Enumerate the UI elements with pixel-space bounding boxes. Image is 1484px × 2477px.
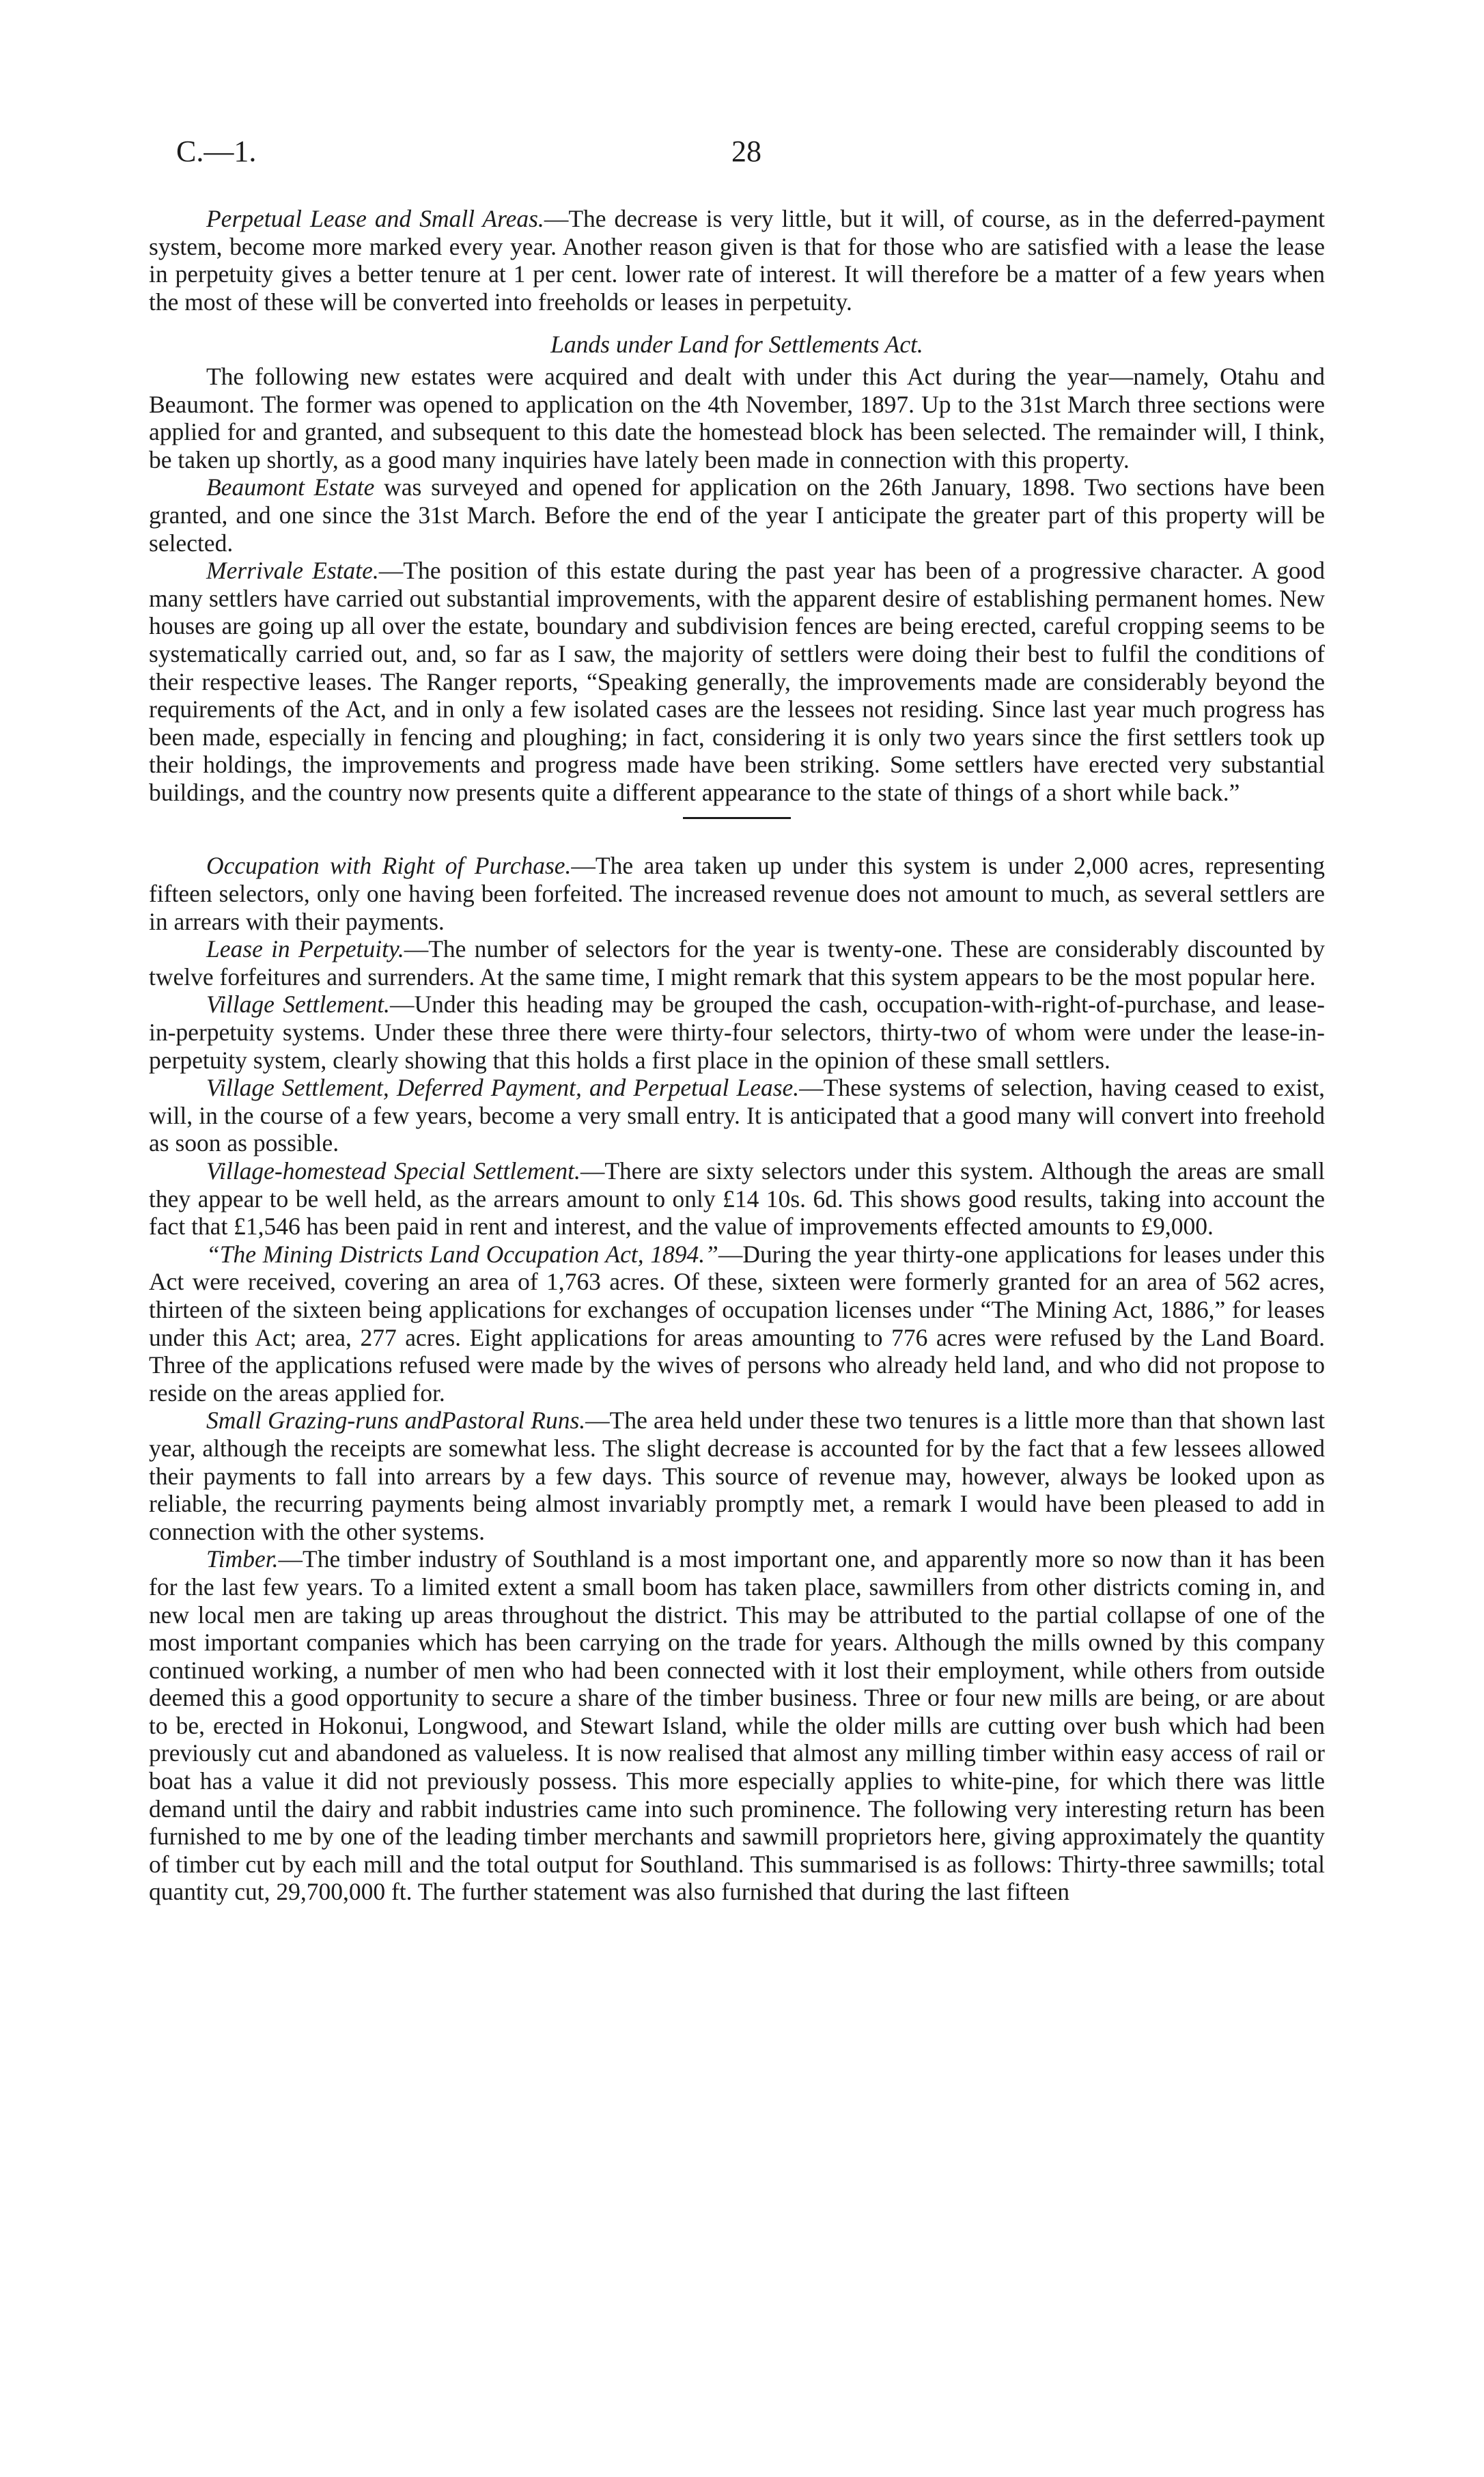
document-body: [149, 205, 1325, 1906]
paragraph-lead: Village Settlement, Deferred Payment, and Perpetual Lease.: [206, 1074, 800, 1102]
paragraph-village-settlement: [149, 991, 1325, 1074]
paragraph-text: —The timber industry of Southland is a most important one, and apparently more so now than it has been for the last few years. To a limited extent a small boom has taken place, sawmillers from other districts coming in, and new local men are taking up areas throughout the district. This may be attributed to the partial collapse of one of the most important companies which has been carrying on the trade for years. Although the mills owned by this company continued working, a number of men who had been connected with it lost their employment, while others from outside deemed this a good opportunity to secure a share of the timber business. Three or four new mills are being, or are about to be, erected in Hokonui, Longwood, and Stewart Island, while the older mills are cutting over bush which had been previously cut and abandoned as valueless. It is now realised that almost any milling timber within easy access of rail or boat has a value it did not previously possess. This more especially applies to white-pine, for which there was little demand until the dairy and rabbit industries came into such prominence. The following very interesting return has been furnished to me by one of the leading timber merchants and sawmill proprietors here, giving approximately the quantity of timber cut by each mill and the total output for Southland. This summarised is as follows: Thirty-three sawmills; total quantity cut, 29,700,000 ft. The further statement was also furnished that during the last fifteen: [149, 1545, 1325, 1906]
paragraph-lead: Occupation with Right of Purchase.: [206, 852, 572, 880]
paragraph-lead: Merrivale Estate.: [206, 557, 379, 585]
paragraph-lead: Lease in Perpetuity.: [206, 935, 404, 963]
paragraph-timber: [149, 1545, 1325, 1906]
page-number: 28: [731, 135, 761, 168]
paragraph-lead: Perpetual Lease and Small Areas.: [206, 205, 544, 232]
paragraph-text: —There are sixty selectors under this system. Although the areas are small they appear to be well held, as the arrears amount to only £14 10s. 6d. This shows good results, taking into account the fact that £1,546 has been paid in rent and interest, and the value of improvements effected amounts to £9,000.: [149, 1157, 1325, 1241]
paragraph-lease-in-perpetuity: [149, 935, 1325, 991]
paragraph-mining-districts-act: [149, 1241, 1325, 1407]
paragraph-lead: Timber.: [206, 1545, 279, 1573]
paragraph-perpetual-lease: [149, 205, 1325, 316]
paragraph-lead: Beaumont Estate: [206, 473, 375, 501]
paragraph-text: —The decrease is very little, but it will, of course, as in the deferred-payment system, become more marked every year. Another reason given is that for those who are satisfied with a lease the lease in perpetuity gives a better tenure at 1 per cent. lower rate of interest. It will therefore be a matter of a few years when the most of these will be converted into freeholds or leases in perpetuity.: [149, 205, 1325, 316]
section-heading: Lands under Land for Settlements Act.: [550, 331, 923, 359]
paragraph-text: —The number of selectors for the year is twenty-one. These are considerably discounted by twelve forfeitures and surrenders. At the same time, I might remark that this system appears to be the most popular here.: [149, 935, 1325, 991]
paragraph-text: The following new estates were acquired and dealt with under this Act during the year—namely, Otahu and Beaumont. The former was opened to application on the 4th November, 1897. Up to the 31st March three sections were applied for and granted, and subsequent to this date the homestead block has been selected. The remainder will, I think, be taken up shortly, as a good many inquiries have lately been made in connection with this property.: [149, 362, 1325, 473]
paragraph-village-homestead: [149, 1157, 1325, 1241]
paragraph-lead: Village Settlement.: [206, 991, 390, 1019]
paragraph-text: —Under this heading may be grouped the cash, occupation-with-right-of-purchase, and lease-in-perpetuity systems. Under these three there were thirty-four selectors, thirty-two of whom were under the lease-in-perpetuity system, clearly showing that this holds a first place in the opinion of these small settlers.: [149, 991, 1325, 1074]
section-divider: [683, 817, 791, 819]
paragraph-text: —During the year thirty-one applications for leases under this Act were received, covering an area of 1,763 acres. Of these, sixteen were formerly granted for an area of 562 acres, thirteen of the sixteen being applications for exchanges of occupation licenses under “The Mining Act, 1886,” for leases under this Act; area, 277 acres. Eight applications for areas amounting to 776 acres were refused by the Land Board. Three of the applications refused were made by the wives of persons who already held land, and who did not propose to reside on the areas applied for.: [149, 1240, 1325, 1407]
paragraph-text: —The area taken up under this system is under 2,000 acres, representing fifteen selectors, only one having been forfeited. The increased revenue does not amount to much, as several settlers are in arrears with their payments.: [149, 852, 1325, 935]
page-reference: C.—1.: [176, 135, 257, 168]
paragraph-occupation-right-purchase: [149, 852, 1325, 935]
paragraph-merrivale-estate: [149, 557, 1325, 806]
paragraph-text: —These systems of selection, having ceased to exist, will, in the course of a few years, become a very small entry. It is anticipated that a good many will convert into freehold as soon as possible.: [149, 1074, 1325, 1157]
paragraph-text: —The position of this estate during the past year has been of a progressive character. A good many settlers have carried out substantial improvements, with the apparent desire of establishing permanent homes. New houses are going up all over the estate, boundary and subdivision fences are being erected, careful cropping seems to be systematically carried out, and, so far as I saw, the majority of settlers were doing their best to fulfil the conditions of their respective leases. The Ranger reports, “Speaking generally, the improvements made are considerably beyond the requirements of the Act, and in only a few isolated cases are the lessees not residing. Since last year much progress has been made, especially in fencing and ploughing; in fact, considering it is only two years since the first settlers took up their holdings, the improvements and progress made have been striking. Some settlers have erected very substantial buildings, and the country now presents quite a different appearance to the state of things of a short while back.”: [149, 557, 1325, 806]
paragraph-new-estates: [149, 363, 1325, 473]
paragraph-lead: “The Mining Districts Land Occupation Act, 1894.”: [206, 1240, 718, 1268]
paragraph-village-deferred-payment: [149, 1074, 1325, 1157]
paragraph-lead: Small Grazing-runs andPastoral Runs.: [206, 1407, 586, 1435]
paragraph-lead: Village-homestead Special Settlement.: [206, 1157, 580, 1185]
paragraph-text: —The area held under these two tenures is a little more than that shown last year, although the receipts are somewhat less. The slight decrease is accounted for by the fact that a few lessees allowed their payments to fall into arrears by a few days. This source of revenue may, however, always be looked upon as reliable, the recurring payments being almost invariably promptly met, a remark I would have been pleased to add in connection with the other systems.: [149, 1407, 1325, 1545]
paragraph-grazing-pastoral-runs: [149, 1407, 1325, 1545]
paragraph-text: was surveyed and opened for application on the 26th January, 1898. Two sections have been granted, and one since the 31st March. Before the end of the year I anticipate the greater part of this property will be selected.: [149, 473, 1325, 557]
paragraph-beaumont-estate: [149, 473, 1325, 557]
